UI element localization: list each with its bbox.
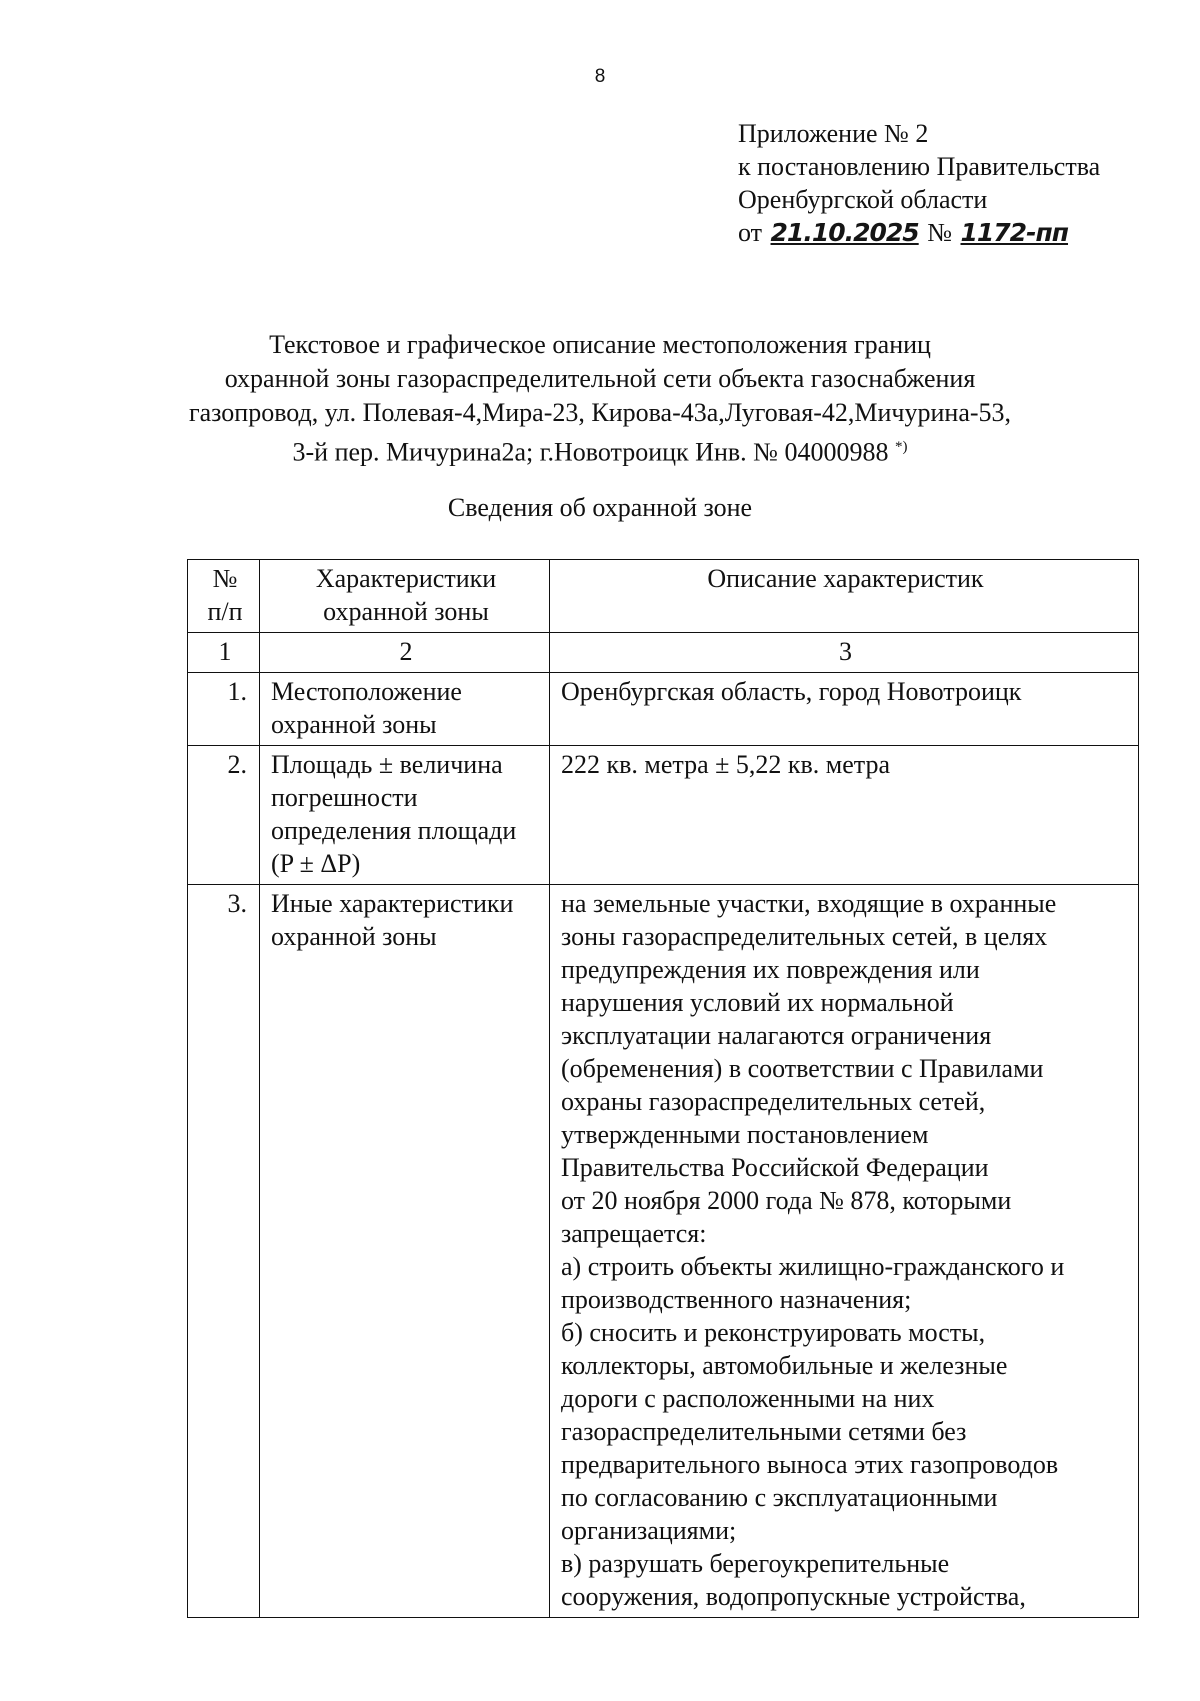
description-line: коллекторы, автомобильные и железные — [561, 1351, 1008, 1380]
description-line: запрещается: — [561, 1219, 707, 1248]
description-line: на земельные участки, входящие в охранные — [561, 889, 1057, 918]
column-index: 3 — [550, 633, 1139, 673]
footnote-mark: *) — [894, 439, 908, 455]
handwritten-date: 21.10.2025 — [770, 218, 919, 247]
description-line: предварительного выноса этих газопроводов — [561, 1450, 1059, 1479]
row-number: 3. — [188, 885, 260, 1618]
document-title — [100, 328, 1100, 470]
description-line: зоны газораспределительных сетей, в целях — [561, 922, 1048, 951]
description-line: производственного назначения; — [561, 1285, 912, 1314]
description-line: Правительства Российской Федерации — [561, 1153, 989, 1182]
description-line: предупреждения их повреждения или — [561, 955, 980, 984]
column-index: 2 — [260, 633, 550, 673]
row-number: 2. — [188, 746, 260, 885]
handwritten-number: 1172-пп — [960, 218, 1069, 247]
page-number: 8 — [594, 66, 606, 87]
description-line: от 20 ноября 2000 года № 878, которыми — [561, 1186, 1012, 1215]
section-heading: Сведения об охранной зоне — [447, 493, 753, 522]
description-line: сооружения, водопропускные устройства, — [561, 1582, 1026, 1611]
description-line: б) сносить и реконструировать мосты, — [561, 1318, 986, 1347]
description-line: газораспределительными сетями без — [561, 1417, 967, 1446]
row-number: 1. — [188, 673, 260, 746]
number-sign: № — [927, 218, 952, 247]
table-row — [188, 673, 1139, 746]
appendix-block — [738, 117, 1178, 249]
date-prefix: от — [738, 218, 763, 247]
description-line: эксплуатации налагаются ограничения — [561, 1021, 992, 1050]
title-line-4-text: 3-й пер. Мичурина2а; г.Новотроицк Инв. № 04000988 — [292, 437, 889, 467]
description-line: а) строить объекты жилищно-гражданского и — [561, 1252, 1065, 1281]
row-characteristic: Площадь ± величина погрешности определения площади (P ± ΔP) — [260, 746, 550, 885]
header-number: № п/п — [188, 560, 260, 633]
description-line: дороги с расположенными на них — [561, 1384, 935, 1413]
title-line-2: охранной зоны газораспределительной сети объекта газоснабжения — [224, 364, 976, 393]
title-line-3: газопровод, ул. Полевая-4,Мира-23, Кирова-43а,Луговая-42,Мичурина-53, — [188, 398, 1012, 427]
title-line-1: Текстовое и графическое описание местоположения границ — [269, 330, 931, 359]
description-line: организациями; — [561, 1516, 737, 1545]
table-row — [188, 746, 1139, 885]
table-row — [188, 885, 1139, 1618]
header-description: Описание характеристик — [550, 560, 1139, 633]
row-characteristic: Местоположение охранной зоны — [260, 673, 550, 746]
description-line: 222 кв. метра ± 5,22 кв. метра — [561, 750, 891, 779]
row-characteristic: Иные характеристики охранной зоны — [260, 885, 550, 1618]
row-description — [550, 746, 1139, 885]
description-line: Оренбургская область, город Новотроицк — [561, 677, 1022, 706]
description-line: в) разрушать берегоукрепительные — [561, 1549, 950, 1578]
description-line: утвержденными постановлением — [561, 1120, 929, 1149]
column-index-row — [188, 633, 1139, 673]
appendix-line-2: к постановлению Правительства — [738, 152, 1101, 181]
header-characteristic: Характеристики охранной зоны — [260, 560, 550, 633]
description-line: (обременения) в соответствии с Правилами — [561, 1054, 1044, 1083]
column-index: 1 — [188, 633, 260, 673]
title-line-4 — [100, 430, 1100, 470]
description-line: по согласованию с эксплуатационными — [561, 1483, 998, 1512]
appendix-date-line — [738, 216, 1178, 249]
table-header-row — [188, 560, 1139, 633]
appendix-line-3: Оренбургской области — [738, 185, 988, 214]
row-description — [550, 673, 1139, 746]
protection-zone-table — [187, 559, 1139, 1618]
description-line: охраны газораспределительных сетей, — [561, 1087, 986, 1116]
row-description — [550, 885, 1139, 1618]
appendix-line-1: Приложение № 2 — [738, 119, 929, 148]
description-line: нарушения условий их нормальной — [561, 988, 954, 1017]
